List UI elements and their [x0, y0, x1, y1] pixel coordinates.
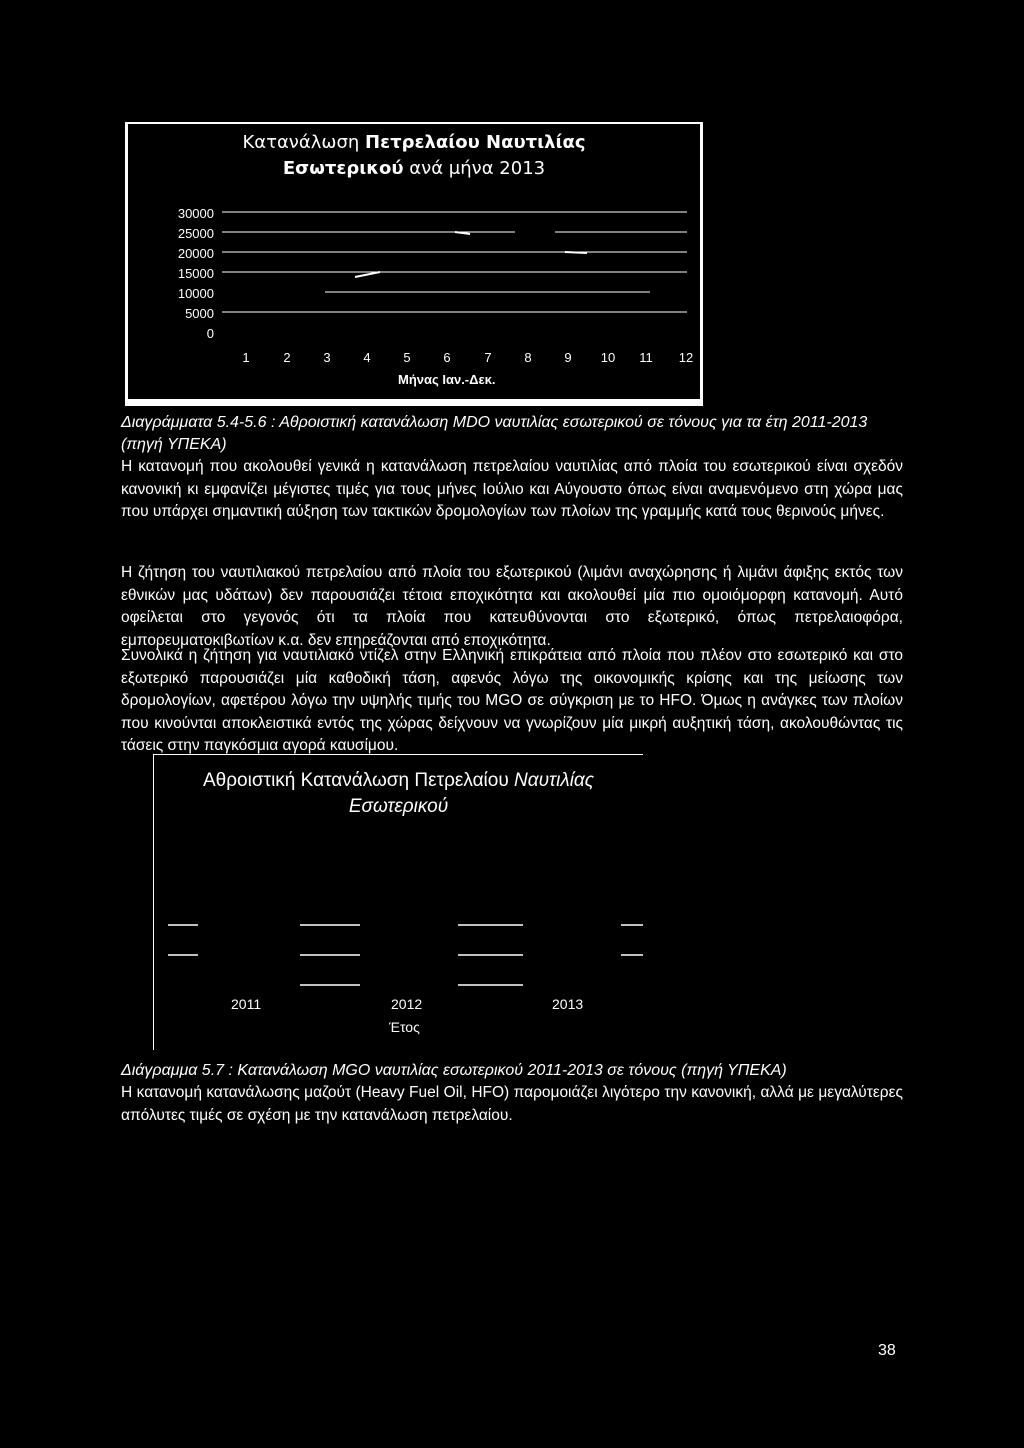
x-tick-label: 8 — [524, 350, 532, 365]
y-tick-label: 5000 — [185, 306, 214, 321]
y-tick-label: 30000 — [177, 206, 214, 221]
x-tick-label: 6 — [443, 350, 451, 365]
y-tick-label: 0 — [206, 326, 214, 341]
chart1-title2-plain: ανά μήνα 2013 — [403, 158, 546, 179]
monthly-consumption-chart — [125, 122, 703, 406]
y-tick-label: 15000 — [177, 266, 214, 281]
x-tick-label: 7 — [484, 350, 492, 365]
y-tick-label: 10000 — [177, 286, 214, 301]
chart1-title-plain: Κατανάλωση — [242, 132, 365, 153]
chart-caption: Διαγράμματα 5.4-5.6 : Αθροιστική κατανάλωση MDO ναυτιλίας εσωτερικού σε τόνους για τα έτη 2011-2013 (πηγή ΥΠΕΚΑ) — [121, 414, 868, 453]
x-tick-label: 5 — [403, 350, 411, 365]
x-tick-label: 4 — [363, 350, 371, 365]
series-fragment — [565, 252, 587, 253]
x-tick-label: 9 — [564, 350, 572, 365]
paragraph: Η κατανομή που ακολουθεί γενικά η κατανάλωση πετρελαίου ναυτιλίας από πλοία του εσωτερικού είναι σχεδόν κανονική κι εμφανίζει μέγιστες τιμές για τους μήνες Ιούλιο και Αύγουστο όπως είναι αναμενόμενο στη χώρα μας που υπάρχει σημαντική αύξηση των τακτικών δρομολογίων των πλοίων της γραμμής κατά τους θερινούς μήνες. — [121, 458, 903, 521]
paragraph: Συνολικά η ζήτηση για ναυτιλιακό ντίζελ στην Ελληνική επικράτεια από πλοία που πλέον στο εσωτερικό και στο εξωτερικό παρουσιάζει μία καθοδική τάση, αφενός λόγω της οικονομικής κρίσης και της μείωσης των δρομολογίων, αφετέρου λόγω την υψηλής τιμής του MGO σε σύγκριση με το HFO. Όμως η ανάγκες των πλοίων που κινούνται αποκλειστικά εντός της χώρας δείχνουν να γνωρίζουν μία μικρή αυξητική τάση, ακολουθώντας τις τάσεις στην παγκόσμια αγορά καυσίμου. — [121, 647, 903, 755]
chart1-title2-bold: Εσωτερικού — [282, 158, 404, 179]
x-tick-label: 10 — [600, 350, 616, 365]
chart2-title2-italic: Εσωτερικού — [348, 796, 449, 817]
chart2-title-plain: Αθροιστική Κατανάλωση Πετρελαίου — [203, 770, 515, 791]
chart2-x-axis-label: Έτος — [389, 1019, 420, 1035]
x-tick-label: 12 — [678, 350, 694, 365]
x-tick-label: 2011 — [231, 996, 262, 1012]
x-tick-label: 1 — [242, 350, 250, 365]
chart2-title-italic: Ναυτιλίας — [514, 770, 594, 791]
x-tick-label: 3 — [323, 350, 331, 365]
chart-caption: Διάγραμμα 5.7 : Κατανάλωση MGO ναυτιλίας εσωτερικού 2011-2013 σε τόνους (πηγή ΥΠΕΚΑ) — [121, 1062, 787, 1079]
series-fragment — [355, 272, 380, 277]
x-tick-label: 2 — [283, 350, 291, 365]
x-tick-label: 2012 — [391, 996, 423, 1012]
x-tick-label: 11 — [639, 350, 653, 365]
paragraph: Η κατανομή κατανάλωσης μαζούτ (Heavy Fuel Oil, HFO) παρομοιάζει λιγότερο την κανονική, αλλά με μεγαλύτερες απόλυτες τιμές σε σχέση με την κατανάλωση πετρελαίου. — [121, 1084, 903, 1124]
chart1-title-bold: Πετρελαίου Ναυτιλίας — [365, 132, 586, 153]
cumulative-consumption-chart — [153, 754, 643, 1050]
y-tick-label: 20000 — [177, 246, 214, 261]
x-tick-label: 2013 — [552, 996, 584, 1012]
page-number: 38 — [878, 1342, 896, 1359]
y-tick-label: 25000 — [177, 226, 214, 241]
chart1-x-axis-label: Μήνας Ιαν.-Δεκ. — [398, 372, 496, 387]
paragraph: Η ζήτηση του ναυτιλιακού πετρελαίου από πλοία του εξωτερικού (λιμάνι αναχώρησης ή λιμάνι άφιξης εκτός των εθνικών μας υδάτων) δεν παρουσιάζει τέτοια εποχικότητα και ακολουθεί μία πιο ομοιόμορφη κατανομή. Αυτό οφείλεται στο γεγονός ότι τα πλοία που κατευθύνονται στο εξωτερικό, όπως πετρελαιοφόρα, εμπορευματοκιβωτίων κ.α. δεν επηρεάζονται από εποχικότητα. — [121, 564, 903, 649]
